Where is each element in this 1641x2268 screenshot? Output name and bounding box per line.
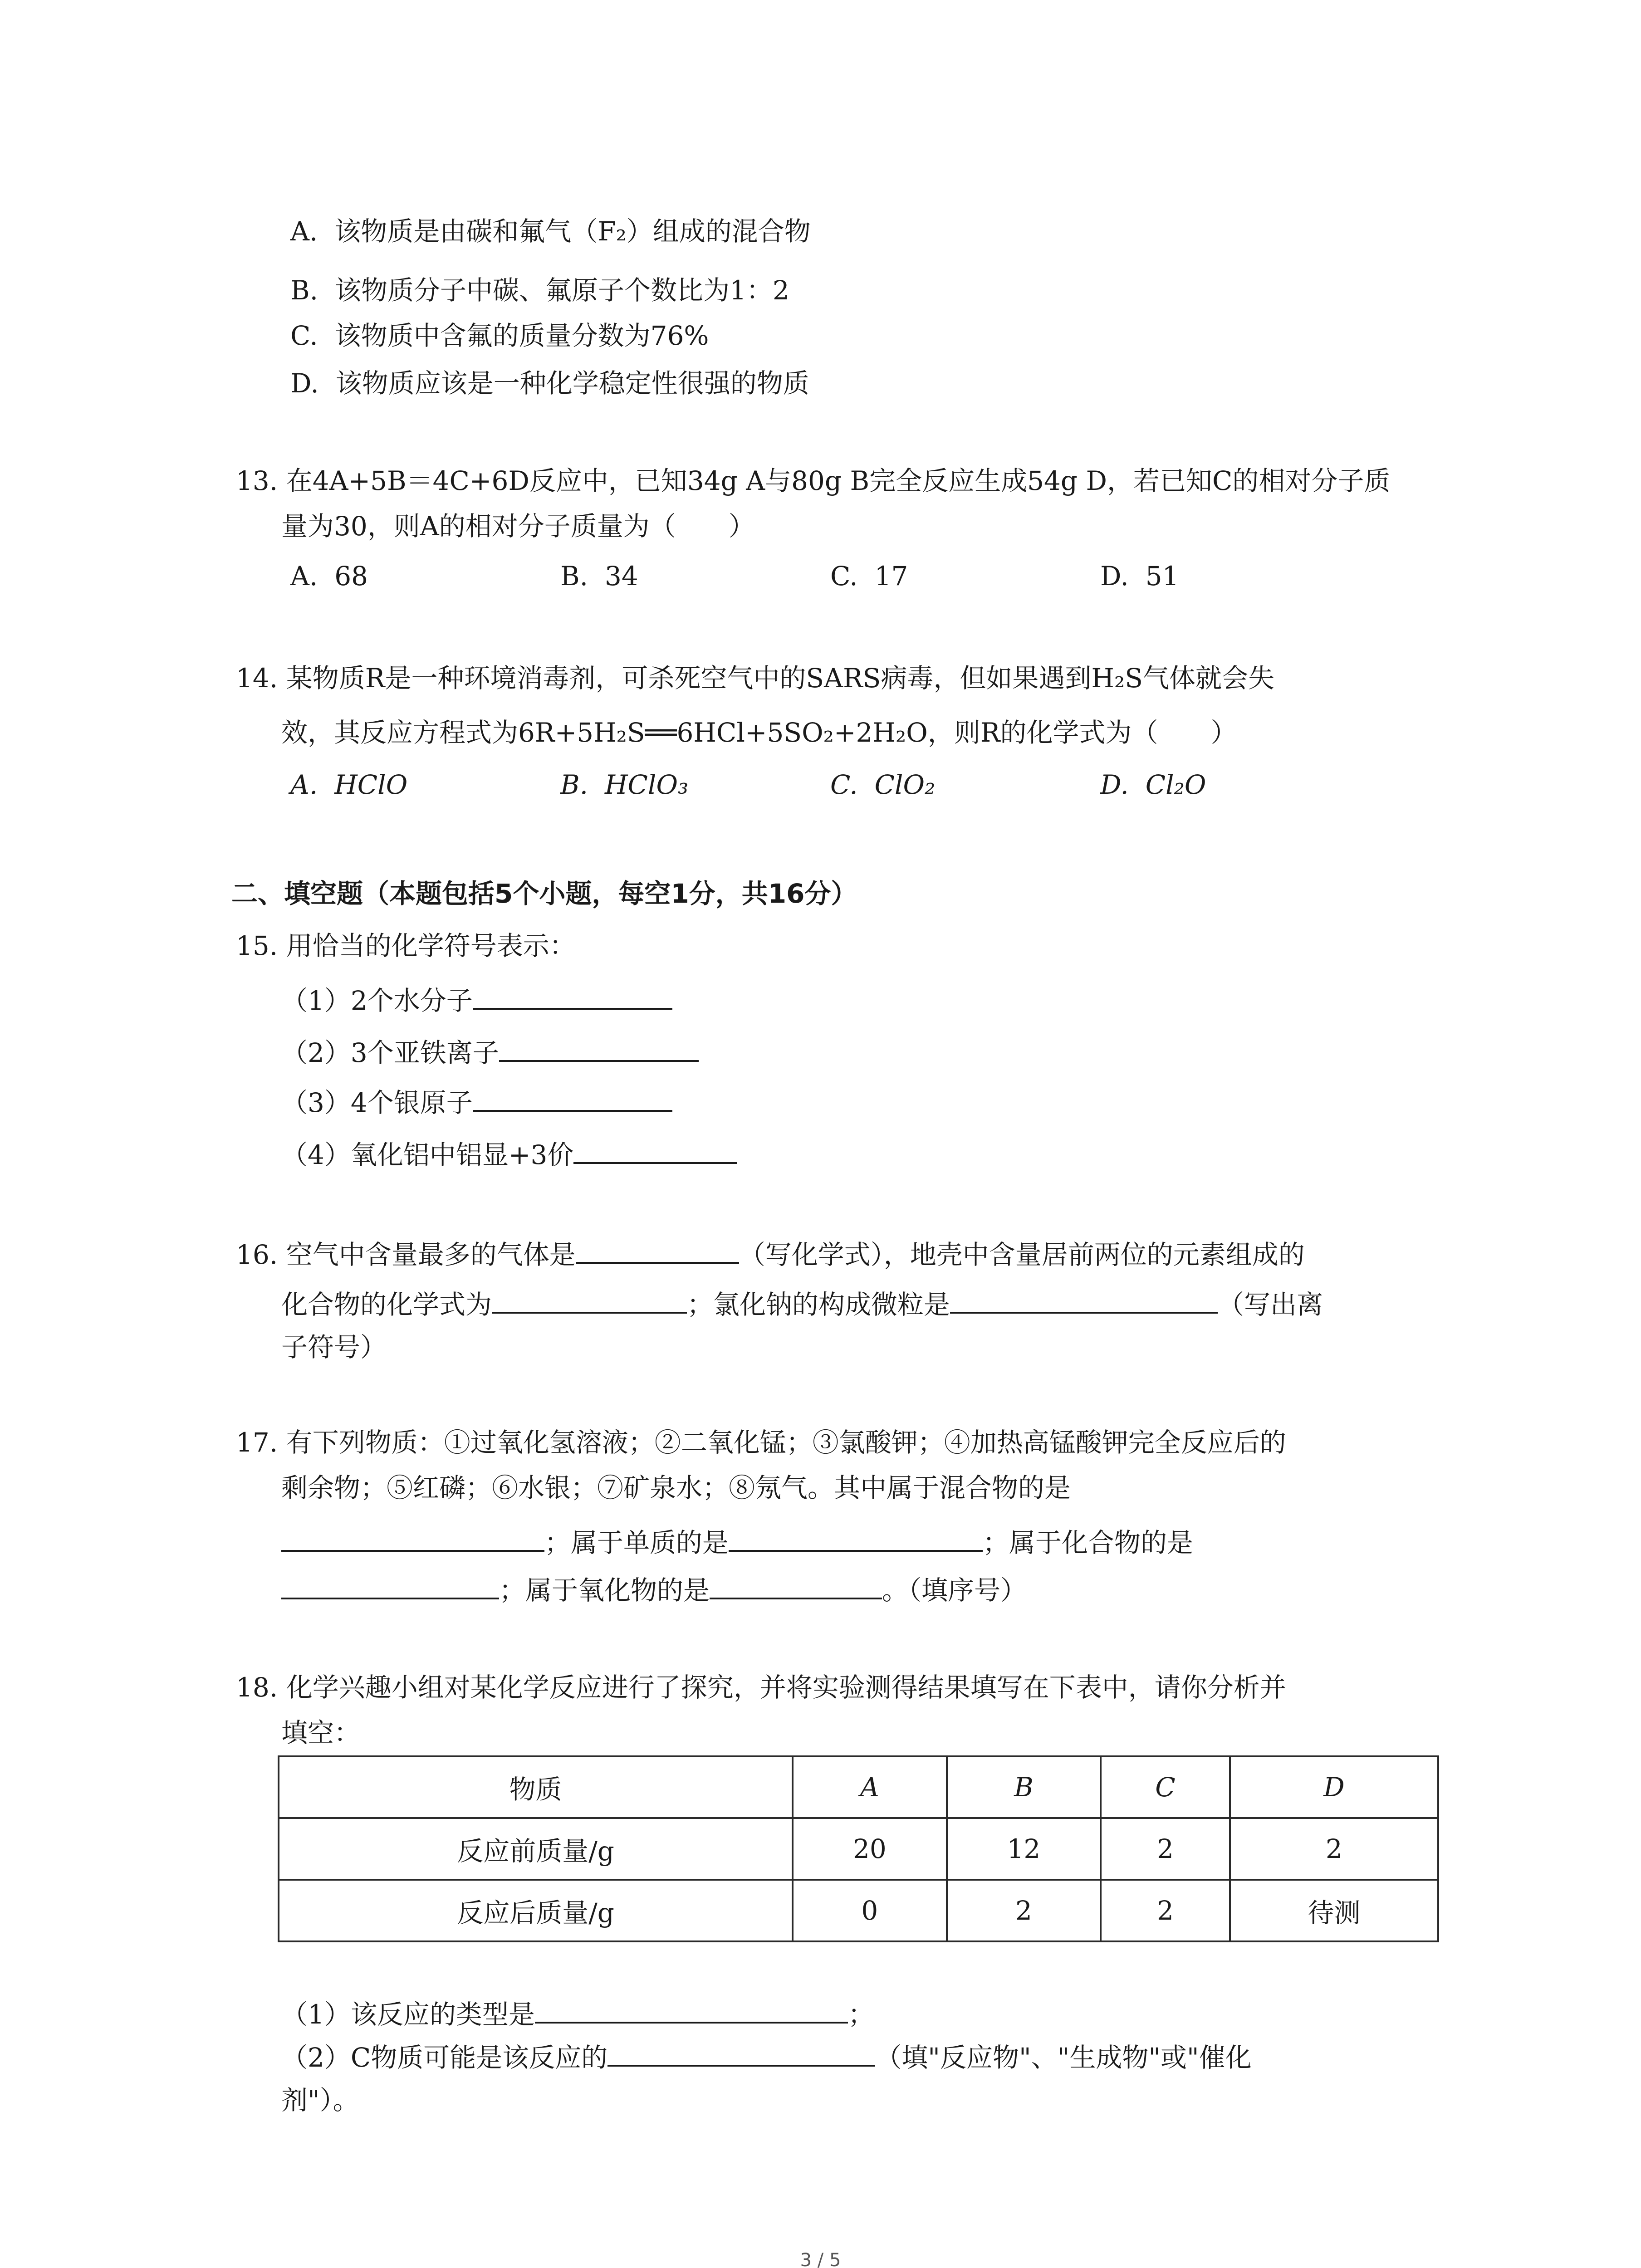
q13-line2: 量为30，则A的相对分子质量为（ ） — [281, 511, 755, 542]
q17-line2: 剩余物；⑤红磷；⑥水银；⑦矿泉水；⑧氖气。其中属于混合物的是 — [281, 1472, 1071, 1503]
q15-item-4: （4）氧化铝中铝显+3价 — [281, 1134, 737, 1173]
q15-stem: 15. 用恰当的化学符号表示： — [236, 930, 576, 961]
q13-option-a: A. 68 — [290, 561, 368, 591]
q17-line4: ；属于氧化物的是 。（填序号） — [281, 1569, 1027, 1608]
answer-blank[interactable] — [607, 2037, 875, 2067]
q12-option-c: C. 该物质中含氟的质量分数为76% — [290, 320, 709, 351]
answer-blank[interactable] — [281, 1522, 544, 1552]
experiment-table — [278, 1755, 1439, 1942]
q14-line2: 效，其反应方程式为6R+5H₂S══6HCl+5SO₂+2H₂O，则R的化学式为（ ） — [281, 717, 1237, 748]
table-row — [279, 1880, 1438, 1941]
q12-option-b: B. 该物质分子中碳、氟原子个数比为1：2 — [290, 275, 789, 306]
q17-line3: ；属于单质的是 ；属于化合物的是 — [281, 1522, 1193, 1561]
page-number: 3 / 5 — [800, 2250, 841, 2268]
q16-line3: 子符号） — [281, 1332, 387, 1363]
q12-option-a: A. 该物质是由碳和氟气（F₂）组成的混合物 — [290, 216, 811, 247]
q15-item-3: （3）4个银原子 — [281, 1082, 672, 1121]
q18-sub2-cont: 剂"）。 — [281, 2085, 359, 2116]
table-cell: 0 — [793, 1880, 947, 1941]
table-cell: 反应后质量/g — [279, 1880, 793, 1941]
table-row — [279, 1818, 1438, 1880]
answer-blank[interactable] — [573, 1134, 737, 1164]
q16-line1: 16. 空气中含量最多的气体是 （写化学式），地壳中含量居前两位的元素组成的 — [236, 1234, 1305, 1273]
answer-blank[interactable] — [473, 980, 672, 1010]
q13-option-c: C. 17 — [830, 561, 908, 591]
table-cell: 2 — [947, 1880, 1101, 1941]
answer-blank[interactable] — [576, 1234, 739, 1264]
answer-blank[interactable] — [499, 1032, 699, 1062]
table-cell: 2 — [1101, 1880, 1230, 1941]
answer-blank[interactable] — [710, 1569, 882, 1599]
q17-line1: 17. 有下列物质：①过氧化氢溶液；②二氧化锰；③氯酸钾；④加热高锰酸钾完全反应后的 — [236, 1427, 1286, 1458]
answer-blank[interactable] — [492, 1284, 687, 1314]
q13-option-d: D. 51 — [1100, 561, 1179, 591]
table-cell: 2 — [1230, 1818, 1438, 1880]
table-cell: 待测 — [1230, 1880, 1438, 1941]
q15-item-1: （1）2个水分子 — [281, 980, 672, 1019]
q16-line2: 化合物的化学式为 ；氯化钠的构成微粒是 （写出离 — [281, 1284, 1323, 1323]
q13-line1: 13. 在4A+5B＝4C+6D反应中，已知34g A与80g B完全反应生成54g D，若已知C的相对分子质 — [236, 465, 1391, 496]
q14-option-c: C. ClO₂ — [830, 769, 936, 800]
table-cell: 反应前质量/g — [279, 1818, 793, 1880]
answer-blank[interactable] — [729, 1522, 983, 1552]
q18-line2: 填空： — [281, 1717, 361, 1748]
table-header-cell: D — [1230, 1756, 1438, 1818]
table-header-cell: 物质 — [279, 1756, 793, 1818]
q14-option-b: B. HClO₃ — [560, 769, 689, 800]
q14-option-a: A. HClO — [290, 769, 408, 800]
answer-blank[interactable] — [281, 1569, 499, 1599]
table-header-cell: B — [947, 1756, 1101, 1818]
q12-option-d: D. 该物质应该是一种化学稳定性很强的物质 — [290, 368, 809, 399]
table-cell: 2 — [1101, 1818, 1230, 1880]
section-title-fill-blank: 二、填空题（本题包括5个小题，每空1分，共16分） — [231, 878, 857, 909]
q18-line1: 18. 化学兴趣小组对某化学反应进行了探究，并将实验测得结果填写在下表中，请你分析并 — [236, 1672, 1286, 1703]
table-header-row — [279, 1756, 1438, 1818]
q18-sub1: （1）该反应的类型是 ； — [281, 1994, 874, 2033]
table-cell: 12 — [947, 1818, 1101, 1880]
q13-option-b: B. 34 — [560, 561, 638, 591]
q14-line1: 14. 某物质R是一种环境消毒剂，可杀死空气中的SARS病毒，但如果遇到H₂S气体就会失 — [236, 663, 1274, 694]
answer-blank[interactable] — [950, 1284, 1218, 1314]
table-header-cell: C — [1101, 1756, 1230, 1818]
table-header-cell: A — [793, 1756, 947, 1818]
answer-blank[interactable] — [473, 1082, 672, 1112]
answer-blank[interactable] — [535, 1994, 848, 2024]
q14-option-d: D. Cl₂O — [1100, 769, 1206, 800]
q15-item-2: （2）3个亚铁离子 — [281, 1032, 699, 1071]
table-cell: 20 — [793, 1818, 947, 1880]
q18-sub2: （2）C物质可能是该反应的 （填"反应物"、"生成物"或"催化 — [281, 2037, 1252, 2076]
